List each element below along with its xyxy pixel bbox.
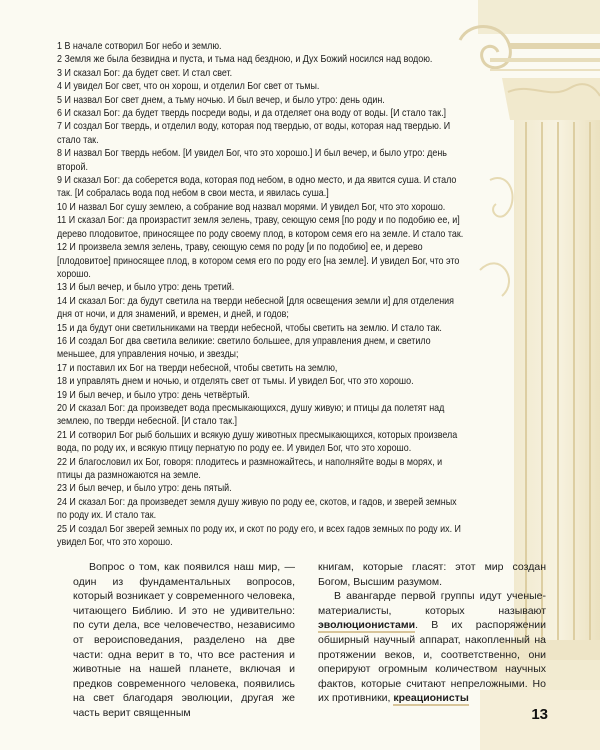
- essay-text: В авангарде первой группы идут ученые-материалисты, которых называют: [318, 590, 546, 617]
- verse-line: 25 И создал Бог зверей земных по роду их, и скот по роду его, и всех гадов земных по роду их. И увидел Бог, что это хорошо.: [57, 523, 461, 549]
- verse-line: 22 И благословил их Бог, говоря: плодитесь и размножайтесь, и наполняйте воды в морях, и птицы да размножаются на земле.: [57, 456, 443, 481]
- genesis-verse-list: [57, 40, 468, 549]
- verse-line: 14 И сказал Бог: да будут светила на тверди небесной [для освещения земли и] для отделения дня от ночи, и для знамений, и времен, и дней, и годов;: [57, 295, 455, 321]
- page-number: 13: [531, 706, 548, 723]
- essay-column-left: [73, 560, 295, 721]
- verse-line: 11 И сказал Бог: да произрастит земля зелень, траву, сеющую семя [по роду и по подобию ее, и] дерево плодовитое, приносящее по роду своему плод, в котором семя его на земле. И стало так.: [57, 215, 464, 240]
- verse-line: 18 и управлять днем и ночью, и отделять свет от тьмы. И увидел Бог, что это хорошо.: [57, 376, 414, 388]
- verse-line: 9 И сказал Бог: да соберется вода, которая под небом, в одно место, и да явится суша. И стало так. [И собралась вода под небом в свои места, и явилась суша.]: [57, 175, 457, 200]
- verse-line: 6 И сказал Бог: да будет твердь посреди воды, и да отделяет она воду от воды. [И стало так.]: [57, 108, 447, 120]
- verse-line: 12 И произвела земля зелень, траву, сеющую семя по роду [и по подобию] ее, и дерево [плодовитое] приносящее плод, в котором семя его по роду его [на земле]. И увидел Бог, что это хорошо.: [57, 242, 460, 280]
- essay-paragraph: [318, 589, 546, 706]
- verse-line: 8 И назвал Бог твердь небом. [И увидел Бог, что это хорошо.] И был вечер, и было утро: день второй.: [57, 148, 447, 173]
- verse-line: 24 И сказал Бог: да произведет земля душу живую по роду ее, скотов, и гадов, и зверей земных по роду их. И стало так.: [57, 496, 457, 522]
- verse-line: 15 и да будут они светильниками на тверди небесной, чтобы светить на землю. И стало так.: [57, 322, 442, 334]
- verse-line: 13 И был вечер, и было утро: день третий.: [57, 282, 235, 294]
- essay-text: . В их распоряжении обширный научный аппарат, накопленный на протяжении веков, и, соответственно, они оперируют огромным количеством научных фактов, которые считают непреложными. Но их противники,: [318, 619, 546, 705]
- verse-line: 2 Земля же была безвидна и пуста, и тьма над бездною, и Дух Божий носился над водою.: [57, 54, 433, 66]
- verse-line: 4 И увидел Бог свет, что он хорош, и отделил Бог свет от тьмы.: [57, 81, 320, 93]
- essay-paragraph: Вопрос о том, как появился наш мир, — один из фундаментальных вопросов, который возникает у современного человека, читающего Библию. И это не удивительно: по сути дела, все человечество, независимо от вероисповедания, разделено на две части: одна верит в то, что все растения и животные на нашей планете, включая и предков современного человека, появились на свет благодаря эволюции, другая же часть верит священным: [73, 561, 295, 719]
- term-creationists: креационисты: [393, 692, 469, 705]
- verse-line: 20 И сказал Бог: да произведет вода пресмыкающихся, душу живую; и птицы да полетят над землею, по тверди небесной. [И стало так.]: [57, 402, 445, 428]
- verse-line: 21 И сотворил Бог рыб больших и всякую душу животных пресмыкающихся, которых произвела вода, по роду их, и всякую птицу пернатую по роду ее. И увидел Бог, что это хорошо.: [57, 429, 458, 455]
- verse-line: 5 И назвал Бог свет днем, а тьму ночью. И был вечер, и было утро: день один.: [57, 94, 385, 106]
- essay-paragraph-continued: книгам, которые гласят: этот мир создан Богом, Высшим разумом.: [318, 561, 546, 588]
- verse-line: 16 И создал Бог два светила великие: светило большее, для управления днем, и светило меньшее, для управления ночью, и звезды;: [57, 335, 431, 361]
- verse-line: 7 И создал Бог твердь, и отделил воду, которая под твердью, от воды, которая над твердью. И стало так.: [57, 121, 451, 146]
- verse-line: 17 и поставил их Бог на тверди небесной, чтобы светить на землю,: [57, 362, 338, 374]
- verse-line: 1 В начале сотворил Бог небо и землю.: [57, 41, 222, 52]
- essay-column-right: [318, 560, 546, 706]
- verse-line: 3 И сказал Бог: да будет свет. И стал свет.: [57, 67, 233, 79]
- verse-line: 10 И назвал Бог сушу землею, а собрание вод назвал морями. И увидел Бог, что это хорошо.: [57, 201, 446, 213]
- verse-line: 19 И был вечер, и было утро: день четвёртый.: [57, 389, 250, 401]
- term-evolutionists: эволюционистами: [318, 619, 416, 632]
- verse-line: 23 И был вечер, и было утро: день пятый.: [57, 483, 232, 495]
